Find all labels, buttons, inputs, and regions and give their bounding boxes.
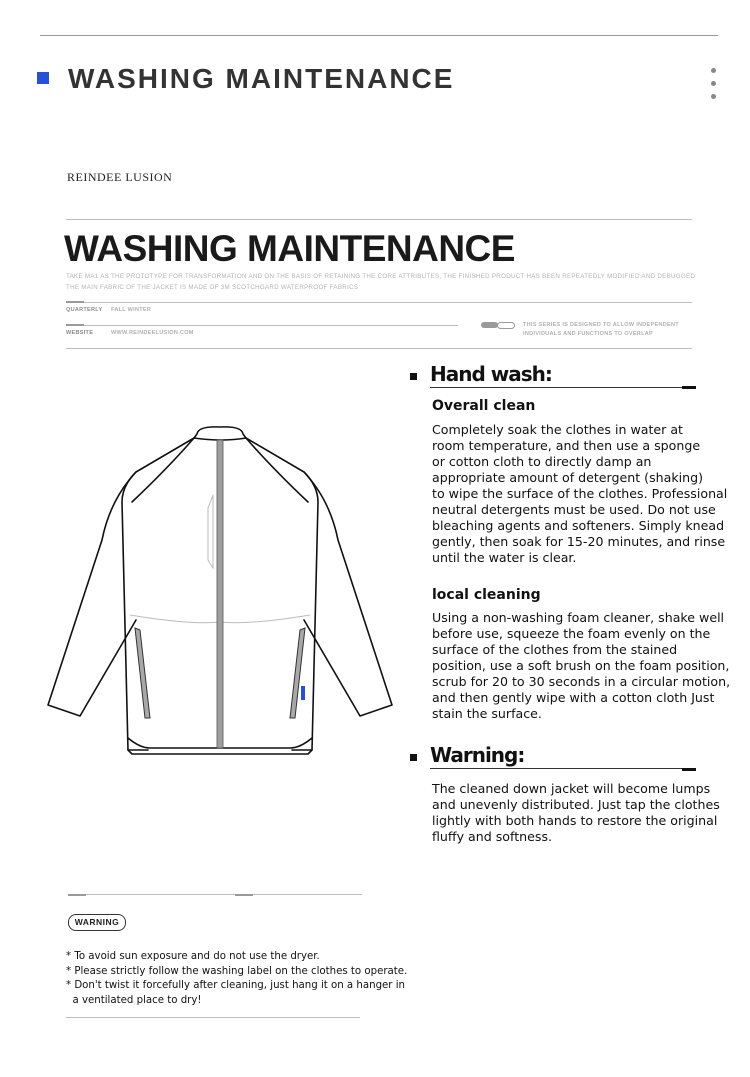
toggle-pill-icon [481, 322, 498, 328]
hand-wash-bullet-icon [410, 373, 417, 380]
banner-divider-3 [66, 325, 458, 326]
series-note-2: INDIVIDUALS AND FUNCTIONS TO OVERLAP [523, 331, 653, 337]
website-value: WWW.REINDEELUSION.COM [111, 330, 194, 336]
series-note-1: THIS SERIES IS DESIGNED TO ALLOW INDEPENDENT [523, 322, 679, 328]
top-divider [40, 35, 718, 36]
notes-bottom-divider [66, 1017, 360, 1018]
banner-fineprint-2: THE MAIN FABRIC OF THE JACKET IS MADE OF 3M SCOTCHGARD WATERPROOF FABRICS [66, 284, 359, 291]
short-marker [66, 301, 84, 303]
quarterly-label: QUARTERLY [66, 307, 103, 313]
hand-wash-heading: Hand wash: [430, 362, 552, 386]
banner-fineprint-1: TAKE MA1 AS THE PROTOTYPE FOR TRANSFORMATION AND ON THE BASIS OF RETAINING THE CORE ATTRIBUTES, THE FINISHED PRODUCT HAS BEEN REPEATEDLY MODIFIED AND DEBUGGED [66, 273, 696, 280]
website-label: WEBSITE [66, 330, 94, 336]
local-cleaning-title: local cleaning [432, 587, 541, 603]
overall-clean-title: Overall clean [432, 398, 536, 414]
more-options-icon[interactable] [711, 68, 717, 107]
toggle-pill-outline-icon [497, 322, 515, 329]
warning-dash [682, 768, 696, 771]
page-title: WASHING MAINTENANCE [68, 63, 455, 94]
banner-title: WASHING MAINTENANCE [64, 228, 515, 269]
overall-clean-text: Completely soak the clothes in water at room temperature, and then use a sponge or cotton cloth to directly damp an appropriate amount of detergent (shaking) to wipe the surface of the clothes. Professional neutral detergents must be used. Do not use bleaching agents and softeners. Simply knead gently, then soak for 15-20 minutes, and rinse until the water is clear. [432, 422, 728, 565]
brand-name: REINDEE LUSION [67, 170, 173, 184]
warning-bullet-icon [410, 754, 417, 761]
hand-wash-underline [430, 387, 696, 388]
short-marker-2 [66, 324, 84, 326]
notes-marker-right [235, 894, 253, 896]
care-notes: * To avoid sun exposure and do not use the dryer. * Please strictly follow the washing label on the clothes to operate. * Don't twist it forcefully after cleaning, just hang it on a hanger in a ventilated place to dry! [66, 951, 408, 1006]
warning-text: The cleaned down jacket will become lumps and unevenly distributed. Just tap the clothes lightly with both hands to restore the original fluffy and softness. [432, 781, 720, 844]
warning-underline [430, 768, 696, 769]
notes-marker-left [68, 894, 86, 896]
local-cleaning-text: Using a non-washing foam cleaner, shake well before use, squeeze the foam evenly on the surface of the clothes from the stained position, use a soft brush on the foam position, scrub for 20 to 30 seconds in a circular motion, and then gently wipe with a cotton cloth Just stain the surface. [432, 610, 731, 721]
banner-bottom-divider [66, 348, 692, 349]
accent-square-icon [37, 72, 49, 84]
warning-badge: WARNING [68, 914, 126, 931]
jacket-illustration-icon [40, 420, 410, 765]
banner-top-divider [66, 219, 692, 220]
notes-top-divider [68, 894, 362, 895]
banner-divider-2 [66, 302, 692, 303]
hand-wash-dash [682, 386, 696, 389]
warning-heading: Warning: [430, 743, 525, 767]
quarterly-value: FALL WINTER [111, 307, 152, 313]
